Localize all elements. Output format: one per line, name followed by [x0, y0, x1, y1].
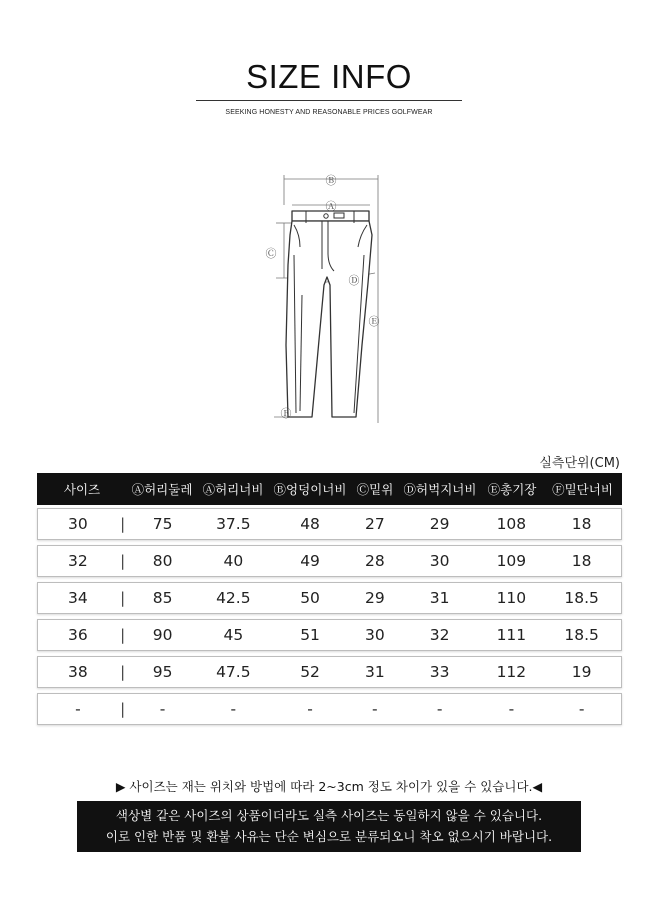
cell-value: 28 [364, 552, 385, 570]
cell-value: 50 [300, 589, 320, 607]
table-body [37, 508, 622, 725]
notice-line-2: 이로 인한 반품 및 환불 사유는 단순 변심으로 분류되오니 착오 없으시기 바랍니다. [105, 829, 553, 844]
label-b: Ⓑ [325, 174, 337, 187]
table-row [37, 545, 622, 577]
cell-value: 51 [300, 626, 320, 644]
table-header [37, 473, 622, 505]
header-size: 사이즈 [63, 482, 101, 497]
header-waist-width: Ⓐ허리너비 [202, 482, 264, 497]
title-divider [196, 100, 462, 101]
header-rise: Ⓒ밑위 [356, 482, 394, 497]
row-separator: | [120, 589, 126, 607]
cell-size: 32 [67, 552, 88, 570]
table-row [37, 508, 622, 540]
cell-value: 37.5 [216, 515, 251, 533]
cell-value: 30 [364, 626, 385, 644]
cell-value: 108 [496, 515, 527, 533]
cell-value: - [372, 700, 378, 718]
cell-value: 40 [223, 552, 244, 570]
header-hem-width: Ⓕ밑단너비 [552, 482, 613, 497]
cell-size: 38 [67, 663, 88, 681]
cell-value: 48 [300, 515, 320, 533]
cell-value: 29 [364, 589, 385, 607]
cell-value: 75 [152, 515, 173, 533]
table-row [37, 619, 622, 651]
cell-value: 95 [152, 663, 173, 681]
cell-value: 30 [429, 552, 450, 570]
cell-value: 19 [571, 663, 592, 681]
cell-value: 18 [571, 515, 592, 533]
cell-value: 33 [429, 663, 450, 681]
label-c: Ⓒ [265, 247, 277, 260]
cell-size: 30 [67, 515, 88, 533]
cell-value: 112 [496, 663, 527, 681]
cell-value: 109 [496, 552, 527, 570]
cell-value: 18.5 [564, 626, 599, 644]
cell-value: 42.5 [216, 589, 251, 607]
cell-value: 90 [152, 626, 173, 644]
cell-value: 80 [152, 552, 173, 570]
row-separator: | [120, 700, 126, 718]
row-separator: | [120, 515, 126, 533]
notice-line-1: 색상별 같은 사이즈의 상품이더라도 실측 사이즈는 동일하지 않을 수 있습니다. [115, 808, 543, 823]
table-row [37, 582, 622, 614]
cell-value: - [159, 700, 166, 718]
cell-value: 49 [300, 552, 320, 570]
row-separator: | [120, 552, 126, 570]
cell-value: 27 [364, 515, 385, 533]
cell-value: - [230, 700, 237, 718]
cell-value: - [436, 700, 443, 718]
cell-value: 110 [496, 589, 527, 607]
size-table [37, 473, 622, 730]
label-f: Ⓕ [280, 407, 292, 420]
cell-value: 18.5 [564, 589, 599, 607]
cell-value: - [508, 700, 515, 718]
pants-measurement-diagram [250, 165, 410, 430]
cell-value: 47.5 [216, 663, 251, 681]
cell-value: 18 [571, 552, 592, 570]
cell-value: 29 [429, 515, 450, 533]
cell-value: 31 [429, 589, 450, 607]
cell-value: - [307, 700, 313, 718]
cell-size: - [75, 700, 81, 718]
cell-value: 31 [364, 663, 385, 681]
measurement-note: ▶ 사이즈는 재는 위치와 방법에 따라 2~3cm 정도 차이가 있을 수 있습니다.◀ [115, 779, 543, 794]
cell-size: 36 [67, 626, 88, 644]
header-total-length: Ⓔ총기장 [487, 482, 537, 497]
label-e: Ⓔ [368, 315, 380, 328]
row-separator: | [120, 663, 126, 681]
page-subtitle: SEEKING HONESTY AND REASONABLE PRICES GOLFWEAR [225, 109, 433, 116]
page-title: SIZE INFO [246, 58, 412, 95]
unit-label: 실측단위(CM) [539, 456, 620, 471]
cell-value: 111 [496, 626, 527, 644]
cell-value: 32 [429, 626, 450, 644]
cell-value: 85 [152, 589, 173, 607]
header-thigh-width: Ⓓ허벅지너비 [403, 482, 477, 497]
table-row [37, 656, 622, 688]
label-d: Ⓓ [348, 274, 360, 287]
header-hip-width: Ⓑ엉덩이너비 [273, 482, 347, 497]
cell-value: - [578, 700, 585, 718]
cell-value: 52 [300, 663, 320, 681]
header-waist-circumference: Ⓐ허리둘레 [131, 482, 193, 497]
table-row [37, 693, 622, 725]
label-a: Ⓐ [325, 200, 337, 213]
cell-value: 45 [223, 626, 244, 644]
row-separator: | [120, 626, 126, 644]
notice-box [77, 801, 581, 852]
cell-size: 34 [67, 589, 88, 607]
